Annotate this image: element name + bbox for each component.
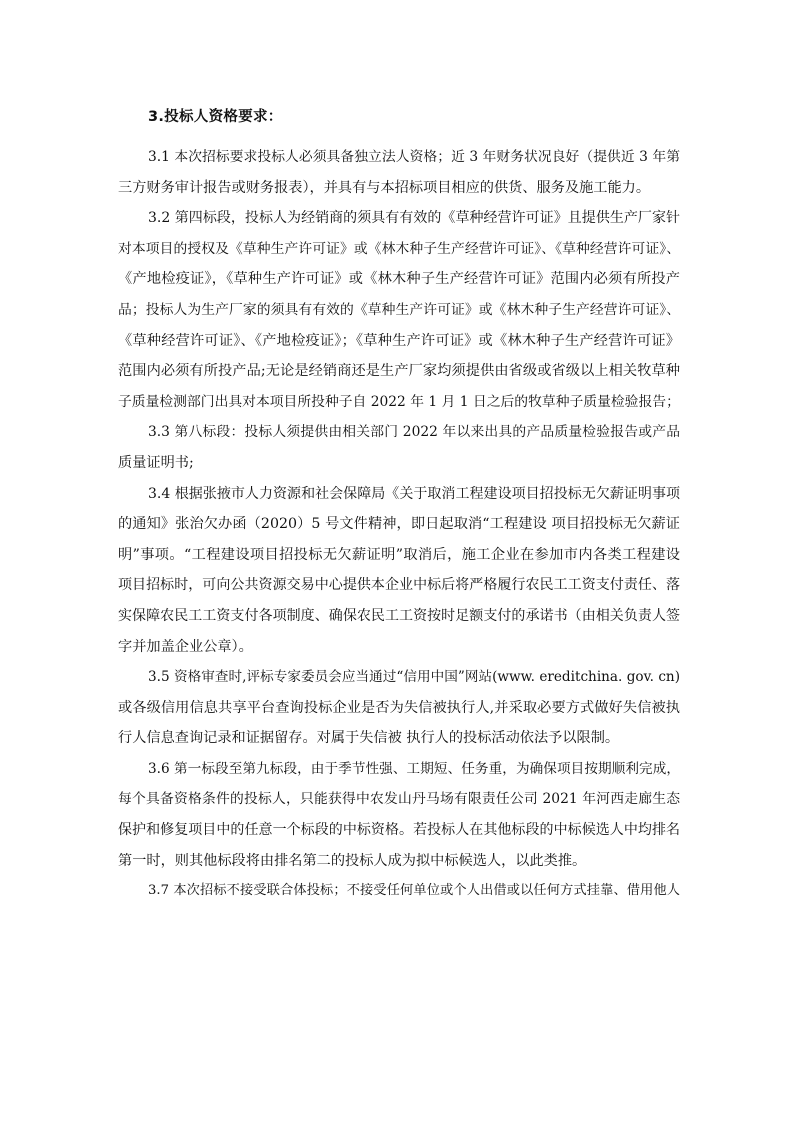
text-line: 3.3 第八标段：投标人须提供由相关部门 2022 年以来出具的产品质量检验报告或产品 — [148, 424, 680, 441]
paragraph-3-5 — [118, 662, 680, 754]
paragraph-3-2 — [118, 203, 680, 417]
text-line: 3.2 第四标段，投标人为经销商的须具有有效的《草种经营许可证》且提供生产厂家针 — [148, 210, 680, 227]
text-line: 《产地检疫证》，《草种生产许可证》或《林木种子生产经营许可证》范围内必须有所投产 — [118, 271, 680, 288]
text-line: 保护和修复项目中的任意一个标段的中标资格。若投标人在其他标段的中标候选人中均排名 — [118, 822, 680, 839]
text-line: 项目招标时，可向公共资源交易中心提供本企业中标后将严格履行农民工工资支付责任、落 — [118, 577, 680, 594]
paragraph-3-1 — [118, 142, 680, 203]
text-line: 对本项目的授权及《草种生产许可证》或《林木种子生产经营许可证》、《草种经营许可证》、 — [118, 240, 680, 257]
text-line: 范围内必须有所投产品;无论是经销商还是生产厂家均须提供由省级或省级以上相关牧草种 — [118, 363, 680, 380]
text-line: 3.6 第一标段至第九标段，由于季节性强、工期短、任务重，为确保项目按期顺利完成， — [148, 760, 680, 777]
text-line: 3.1 本次招标要求投标人必须具备独立法人资格；近 3 年财务状况良好（提供近 3 年第 — [148, 149, 680, 165]
text-line: 3.5 资格审查时,评标专家委员会应当通过“信用中国”网站(www. ereditchina. gov. cn) — [148, 669, 680, 686]
text-line: 质量证明书; — [118, 454, 194, 471]
paragraph-3-3 — [118, 417, 680, 478]
text-line: 子质量检测部门出具对本项目所投种子自 2022 年 1 月 1 日之后的牧草种子质量检验报告； — [118, 393, 680, 410]
text-line: 或各级信用信息共享平台查询投标企业是否为失信被执行人,并采取必要方式做好失信被执 — [118, 699, 680, 716]
text-line: 《草种经营许可证》、《产地检疫证》；《草种生产许可证》或《林木种子生产经营许可证》 — [118, 332, 680, 349]
text-line: 3.4 根据张掖市人力资源和社会保障局《关于取消工程建设项目招投标无欠薪证明事项 — [148, 485, 680, 502]
text-line: 每个具备资格条件的投标人，只能获得中农发山丹马场有限责任公司 2021 年河西走廊生态 — [118, 791, 680, 808]
document-body — [118, 106, 680, 907]
text-line: 3.7 本次招标不接受联合体投标；不接受任何单位或个人出借或以任何方式挂靠、借用他人 — [148, 883, 680, 899]
paragraph-3-6 — [118, 754, 680, 876]
text-line: 第一时，则其他标段将由排名第二的投标人成为拟中标候选人，以此类推。 — [118, 852, 587, 869]
text-line: 的通知》张治欠办函（2020）5 号文件精神，即日起取消“工程建设 项目招投标无欠薪证 — [118, 516, 680, 533]
text-line: 明”事项。“工程建设项目招投标无欠薪证明”取消后，施工企业在参加市内各类工程建设 — [118, 546, 680, 563]
text-line: 实保障农民工工资支付各项制度、确保农民工工资按时足额支付的承诺书（由相关负责人签 — [118, 607, 680, 624]
text-line: 行人信息查询记录和证据留存。对属于失信被 执行人的投标活动依法予以限制。 — [118, 730, 620, 747]
section-heading: 3.投标人资格要求： — [148, 109, 283, 125]
paragraph-3-4 — [118, 479, 680, 663]
text-line: 品；投标人为生产厂家的须具有有效的《草种生产许可证》或《林木种子生产经营许可证》、 — [118, 301, 680, 318]
paragraph-3-7 — [118, 876, 680, 907]
text-line: 三方财务审计报告或财务报表），并具有与本招标项目相应的供货、服务及施工能力。 — [118, 179, 651, 196]
text-line: 字并加盖企业公章）。 — [118, 638, 253, 655]
